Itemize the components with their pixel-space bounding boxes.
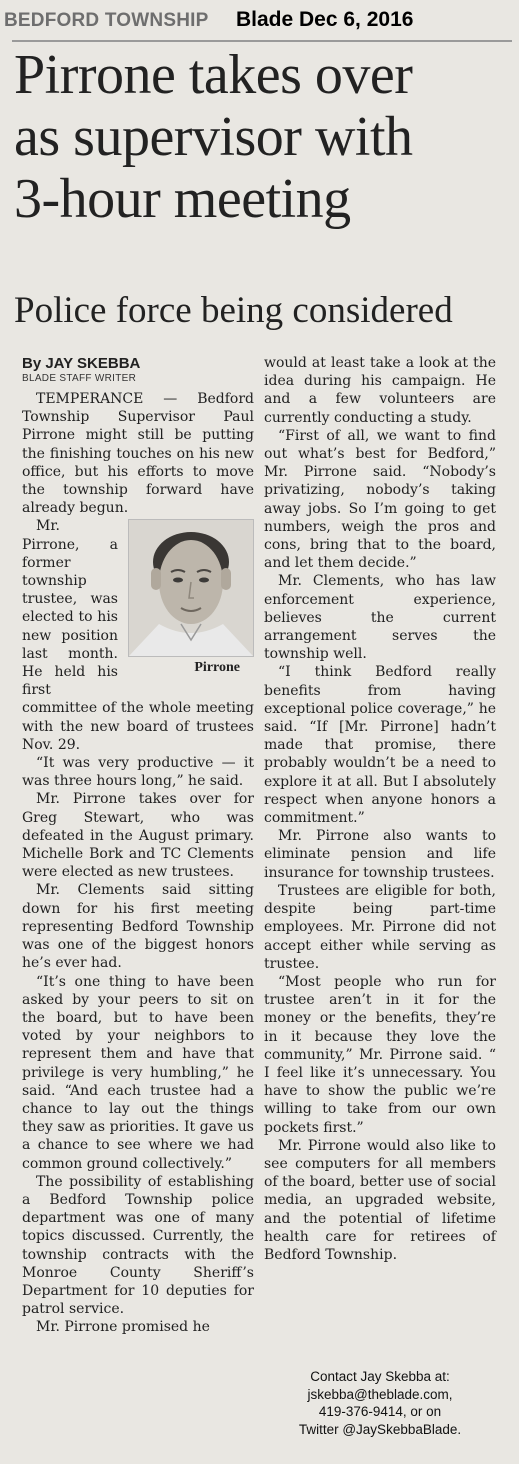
headline-line-1: Pirrone takes over [14,44,413,106]
paragraph: “It was very productive — it was three hours long,” he said. [22,755,254,790]
portrait-photo [128,519,254,657]
paragraph: TEMPERANCE — Bedford Township Supervisor Paul Pirrone might still be putting the finishing touches on his new office, but his efforts to move the township forward have already begun. [22,391,254,517]
header-divider [12,40,512,42]
paragraph: Mr. Pirrone, a former township trustee, was elected to his new position last month. He held his first committee of the whole meeting with the new board of trustees Nov. 29. [22,518,254,753]
paragraph: Mr. Pirrone also wants to eliminate pension and life insurance for township trustees. [264,828,496,881]
paragraph: “It’s one thing to have been asked by your peers to sit on the board, but to have been voted by your neighbors to represent them and have that privilege is very humbling,” he said. “And each trustee had a chance to lay out the things they saw as priorities. It gave us a chance to see where we had common ground collectively.” [22,973,254,1172]
paragraph: Trustees are eligible for both, despite being part-time employees. Mr. Pirrone did not accept either while serving as trustee. [264,882,496,972]
headline-line-2: as supervisor with [14,106,413,168]
paragraph: “Most people who run for trustee aren’t in it for the money or the benefits, they’re in it because they love the community,” Mr. Pirrone said. “ I feel like it’s unnecessary. You have to show the public we’re willing to take from our own pockets first.” [264,973,496,1136]
photo-caption: Pirrone [194,660,240,676]
section-label: BEDFORD TOWNSHIP [4,10,209,31]
source-label: Blade Dec 6, 2016 [236,8,414,31]
contact-twitter: Twitter @JaySkebbaBlade. [298,1421,462,1437]
paragraph: Mr. Pirrone promised he [36,1319,210,1336]
contact-phone: 419-376-9414, or on [318,1404,442,1419]
paragraph: Mr. Pirrone would also like to see computers for all members of the board, better use of social media, an upgraded website, and the potential of lifetime health care for retirees of Bedford Township. [264,1137,496,1263]
byline-author: By JAY SKEBBA [22,355,141,372]
article-column-left [22,390,254,1337]
paragraph: Mr. Clements said sitting down for his first meeting representing Bedford Township was one of the biggest honors he’s ever had. [22,882,254,972]
contact-info [264,1368,496,1438]
contact-line: Contact Jay Skebba at: [310,1369,450,1384]
paragraph: “First of all, we want to find out what’s best for Bedford,” Mr. Pirrone said. “Nobody’s privatizing, nobody’s taking away jobs. So I’m going to get numbers, weigh the pros and cons, bring that to the board, and let them decide.” [264,427,496,572]
paragraph: “I think Bedford really benefits from having exceptional police coverage,” he said. “If [Mr. Pirrone] hadn’t made that promise, there probably wouldn’t be a need to explore it at all. But I absolutely respect when anyone honors a commitment.” [264,664,496,827]
headline [14,44,514,230]
subheadline: Police force being considered [14,290,453,331]
person-portrait-icon [129,520,253,656]
byline-title: BLADE STAFF WRITER [22,373,137,384]
contact-email: jskebba@theblade.com, [307,1386,453,1402]
headline-line-3: 3-hour meeting [14,168,351,230]
photo-figure [124,519,254,681]
paragraph: Mr. Clements, who has law enforcement experience, believes the current arrangement serves the township well. [264,573,496,663]
article-column-right [264,354,496,1264]
paragraph: The possibility of establishing a Bedford Township police department was one of many topics discussed. Currently, the township contracts with the Monroe County Sheriff’s Department for 10 deputies for patrol service. [22,1173,254,1318]
paragraph: Mr. Pirrone takes over for Greg Stewart, who was defeated in the August primary. Michelle Bork and TC Clements were elected as new trustees. [22,791,254,881]
paragraph: would at least take a look at the idea during his campaign. He and a few volunteers are currently conducting a study. [264,355,496,426]
